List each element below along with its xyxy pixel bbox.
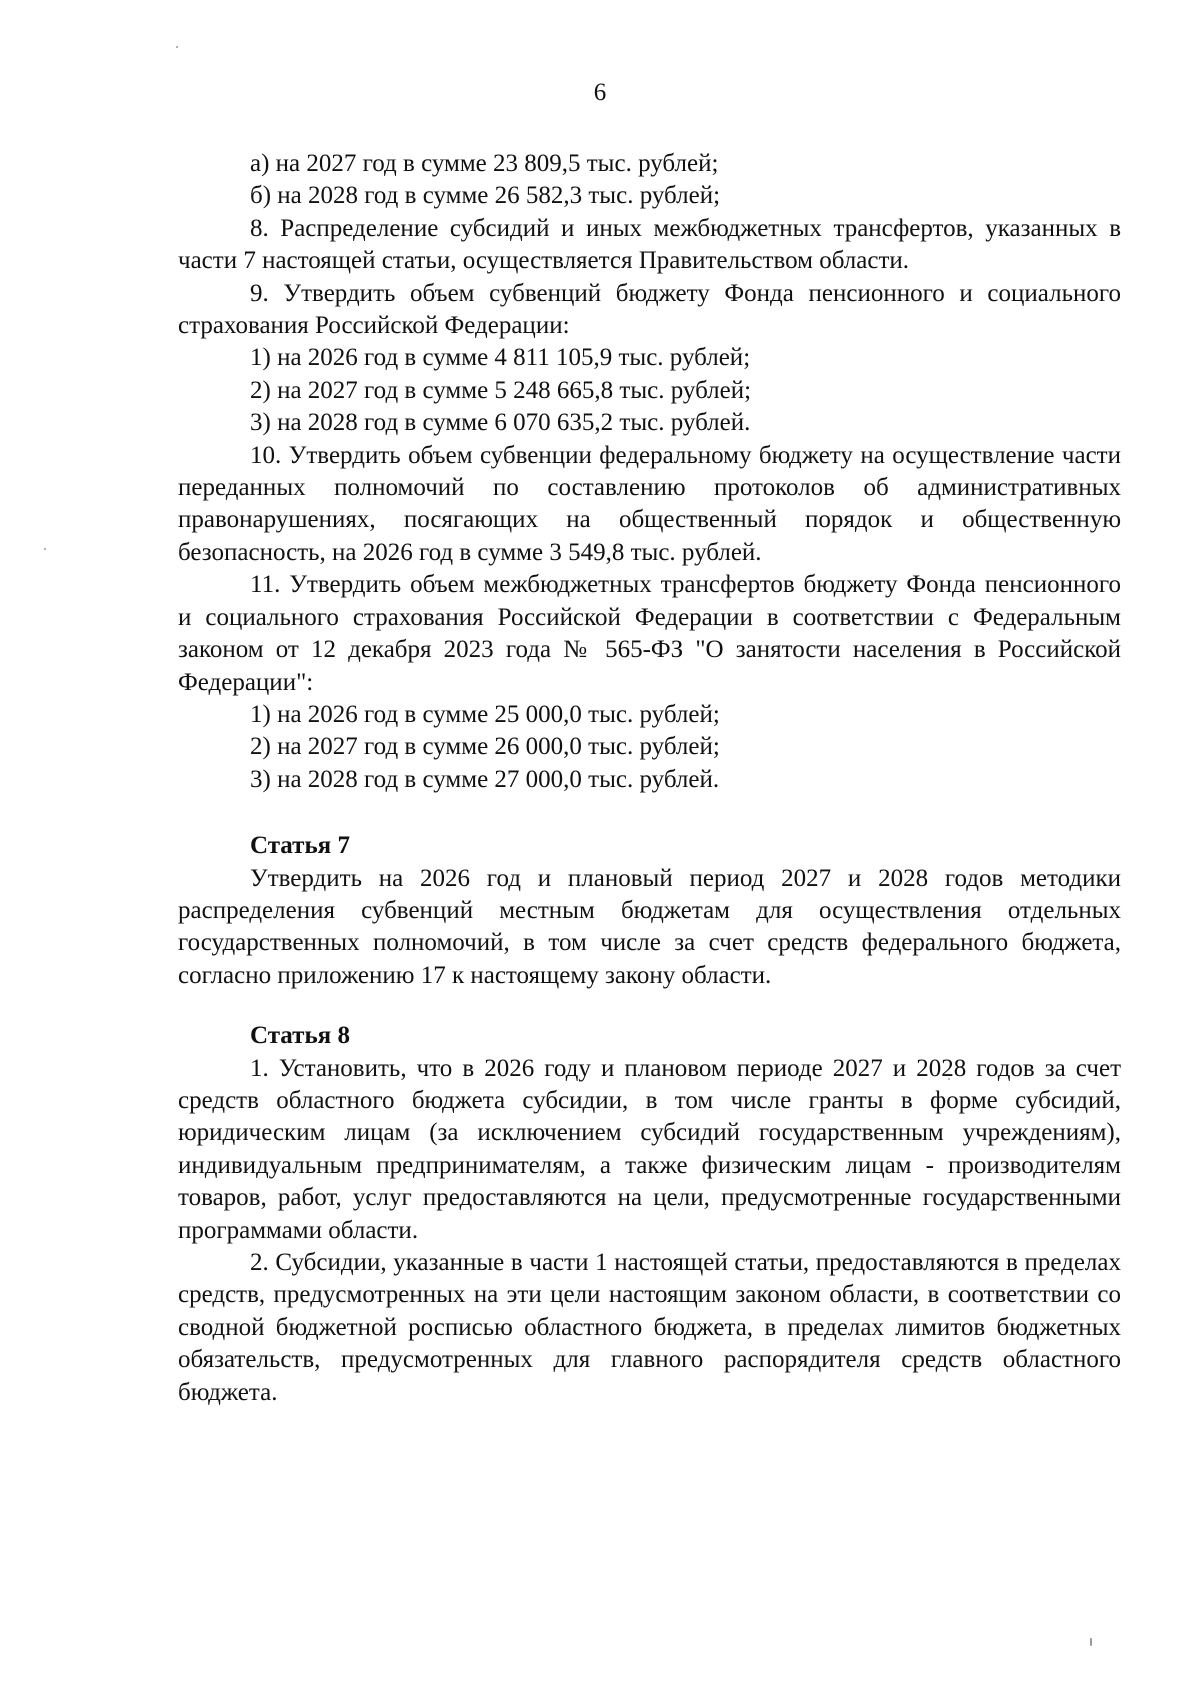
list-item-9-2: 2) на 2027 год в сумме 5 248 665,8 тыс. рублей;	[250, 376, 752, 404]
article-8-heading: Статья 8	[250, 1022, 350, 1050]
article-8-paragraph-1: 1. Установить, что в 2026 году и плановом периоде 2027 и 2028 годов за счет средств областного бюджета субсидии, в том числе гранты в форме субсидий, юридическим лицам (за исключением субсидий государственным учреждениям), индивидуальным предпринимателям, а также физическим лицам - производителям товаров, работ, услуг предоставляются на цели, предусмотренные государственными программами области.	[178, 1054, 1121, 1244]
article-7-text: Утвердить на 2026 год и плановый период 2027 и 2028 годов методики распределения субвенций местным бюджетам для осуществления отдельных государственных полномочий, в том числе за счет средств федерального бюджета, согласно приложению 17 к настоящему закону области.	[178, 864, 1121, 989]
spacer	[178, 992, 1121, 1020]
article-7-heading: Статья 7	[250, 832, 350, 860]
list-item-9-3: 3) на 2028 год в сумме 6 070 635,2 тыс. рублей.	[250, 409, 751, 437]
list-item-9-1: 1) на 2026 год в сумме 4 811 105,9 тыс. рублей;	[250, 344, 751, 372]
list-item-11-1: 1) на 2026 год в сумме 25 000,0 тыс. рублей;	[250, 700, 720, 728]
spacer	[178, 796, 1121, 830]
list-item-11-3: 3) на 2028 год в сумме 27 000,0 тыс. рублей.	[250, 765, 720, 793]
paragraph-10: 10. Утвердить объем субвенции федеральному бюджету на осуществление части переданных полномочий по составлению протоколов об административных правонарушениях, посягающих на общественный порядок и общественную безопасность, на 2026 год в сумме 3 549,8 тыс. рублей.	[178, 441, 1121, 566]
scan-speck	[44, 548, 46, 550]
list-item-a-2027: а) на 2027 год в сумме 23 809,5 тыс. рублей;	[250, 150, 719, 177]
article-8-paragraph-2: 2. Субсидии, указанные в части 1 настоящей статьи, предоставляются в пределах средств, предусмотренных на эти цели настоящим законом области, в соответствии со сводной бюджетной росписью областного бюджета, в пределах лимитов бюджетных обязательств, предусмотренных для главного распорядителя средств областного бюджета.	[178, 1249, 1121, 1406]
scan-speck	[1090, 1638, 1092, 1646]
paragraph-9: 9. Утвердить объем субвенций бюджету Фонда пенсионного и социального страхования Российской Федерации:	[178, 279, 1121, 340]
paragraph-8: 8. Распределение субсидий и иных межбюджетных трансфертов, указанных в части 7 настоящей статьи, осуществляется Правительством области.	[178, 214, 1121, 275]
document-body	[178, 148, 1121, 1409]
list-item-11-2: 2) на 2027 год в сумме 26 000,0 тыс. рублей;	[250, 733, 720, 761]
page-number: 6	[593, 79, 607, 106]
paragraph-11: 11. Утвердить объем межбюджетных трансфертов бюджету Фонда пенсионного и социального страхования Российской Федерации в соответствии с Федеральным законом от 12 декабря 2023 года № 565-ФЗ "О занятости населения в Российской Федерации":	[178, 571, 1121, 696]
scan-speck	[176, 46, 178, 48]
list-item-b-2028: б) на 2028 год в сумме 26 582,3 тыс. рублей;	[250, 182, 721, 210]
